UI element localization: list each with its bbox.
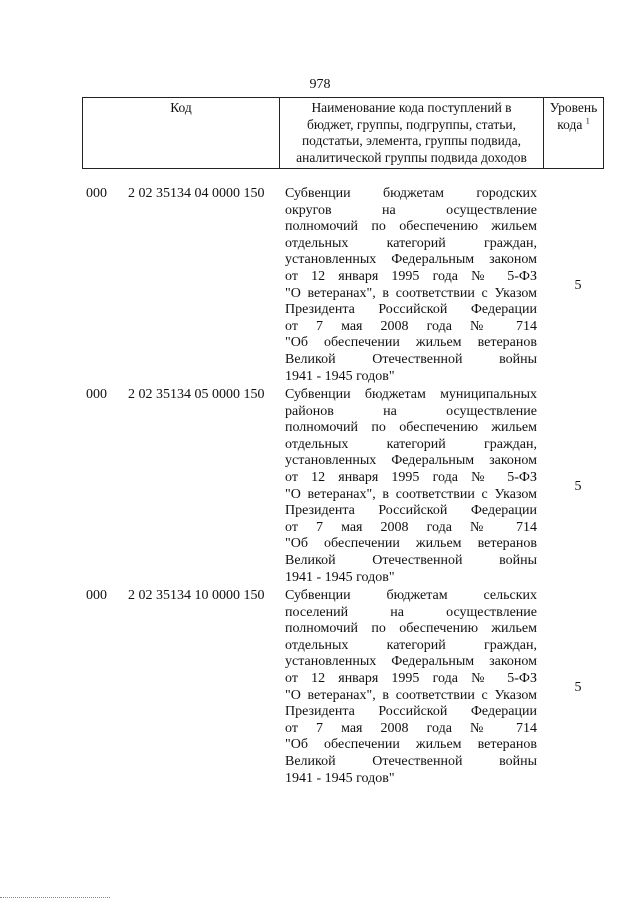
description-line: Великой Отечественной войны [285, 753, 537, 769]
description-line: от 12 января 1995 года № 5-ФЗ [285, 268, 537, 284]
income-code: 2 02 35134 05 0000 150 [128, 387, 265, 402]
code-level: 5 [574, 479, 582, 494]
description-line: установленных Федеральным законом [285, 453, 537, 469]
income-description [285, 588, 537, 787]
header-level-line [544, 117, 603, 134]
header-name-line: Наименование кода поступлений в [311, 100, 512, 115]
header-name-line: аналитической группы подвида доходов [296, 149, 527, 165]
income-description [285, 387, 537, 586]
description-line: 1941 - 1945 годов" [285, 770, 395, 786]
description-line: установленных Федеральным законом [285, 252, 537, 268]
group-code: 000 [86, 387, 107, 402]
description-line: "Об обеспечении жильем ветеранов [285, 536, 537, 552]
description-line: Президента Российской Федерации [285, 302, 537, 318]
description-line: полномочий по обеспечению жильем [285, 621, 537, 637]
header-level-line: Уровень [549, 100, 598, 115]
header-name-line: бюджет, группы, подгруппы, статьи, [307, 116, 516, 132]
description-line: установленных Федеральным законом [285, 654, 537, 670]
description-line: полномочий по обеспечению жильем [285, 420, 537, 436]
description-line: от 7 мая 2008 года № 714 [285, 519, 537, 535]
header-level [543, 98, 604, 168]
description-line: Субвенции бюджетам сельских [285, 588, 537, 603]
description-line: Президента Российской Федерации [285, 704, 537, 720]
description-line: 1941 - 1945 годов" [285, 569, 395, 585]
description-line: "О ветеранах", в соответствии с Указом [285, 285, 537, 301]
header-code: Код [82, 98, 279, 168]
code-level: 5 [574, 680, 582, 695]
description-line: Субвенции бюджетам городских [285, 186, 537, 201]
table-header [82, 97, 604, 169]
header-level-word: кода [557, 116, 583, 132]
description-line: Президента Российской Федерации [285, 503, 537, 519]
description-line: "Об обеспечении жильем ветеранов [285, 737, 537, 753]
page-number: 978 [309, 77, 331, 92]
description-line: Великой Отечественной войны [285, 552, 537, 568]
income-code: 2 02 35134 10 0000 150 [128, 588, 265, 603]
description-line: "Об обеспечении жильем ветеранов [285, 335, 537, 351]
description-line: "О ветеранах", в соответствии с Указом [285, 486, 537, 502]
description-line: от 12 января 1995 года № 5-ФЗ [285, 469, 537, 485]
group-code: 000 [86, 588, 107, 603]
description-line: от 7 мая 2008 года № 714 [285, 318, 537, 334]
description-line: полномочий по обеспечению жильем [285, 219, 537, 235]
description-line: отдельных категорий граждан, [285, 235, 537, 251]
description-line: Великой Отечественной войны [285, 351, 537, 367]
description-line: отдельных категорий граждан, [285, 637, 537, 653]
description-line: округов на осуществление [285, 202, 537, 218]
income-code: 2 02 35134 04 0000 150 [128, 186, 265, 201]
description-line: поселений на осуществление [285, 604, 537, 620]
description-line: отдельных категорий граждан, [285, 436, 537, 452]
code-level: 5 [574, 278, 582, 293]
description-line: "О ветеранах", в соответствии с Указом [285, 687, 537, 703]
income-description [285, 186, 537, 385]
header-name-line: подстатьи, элемента, группы подвида, [301, 133, 522, 148]
description-line: Субвенции бюджетам муниципальных [285, 387, 537, 402]
header-name [279, 98, 543, 168]
scan-edge-line [0, 897, 110, 898]
description-line: от 12 января 1995 года № 5-ФЗ [285, 670, 537, 686]
description-line: районов на осуществление [285, 403, 537, 419]
description-line: от 7 мая 2008 года № 714 [285, 720, 537, 736]
description-line: 1941 - 1945 годов" [285, 368, 395, 384]
footnote-marker: 1 [585, 116, 590, 125]
group-code: 000 [86, 186, 107, 201]
